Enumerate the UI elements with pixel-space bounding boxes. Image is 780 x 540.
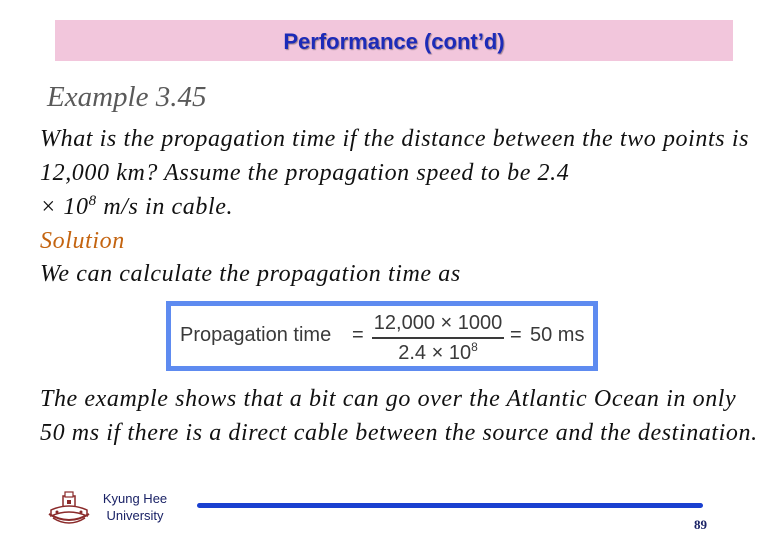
formula-equals: = [352, 324, 364, 346]
title-bar [55, 20, 733, 61]
footer-rule [197, 503, 703, 508]
formula-denominator-exponent: 8 [471, 340, 478, 354]
formula [171, 306, 593, 366]
solution-label: Solution [40, 228, 125, 254]
fraction-bar [372, 337, 504, 339]
question-unit-suffix: m/s in cable. [96, 194, 234, 220]
example-heading: Example 3.45 [47, 81, 207, 113]
question-exponent: 8 [88, 193, 97, 209]
question-unit-prefix: × 10 [40, 194, 89, 220]
conclusion-paragraph: The example shows that a bit can go over the Atlantic Ocean in only 50 ms if there is a direct cable between the source and the destination. [40, 386, 758, 446]
question-paragraph [40, 122, 760, 224]
formula-denominator [372, 342, 504, 365]
university-emblem-icon [47, 490, 91, 526]
formula-equals-2: = [510, 324, 522, 346]
formula-lhs: Propagation time [180, 324, 332, 346]
page-number: 89 [694, 517, 707, 532]
slide-title: Performance (cont’d) [283, 29, 505, 54]
formula-denominator-base: 2.4 × 10 [398, 342, 472, 364]
formula-numerator: 12,000 × 1000 [373, 312, 503, 334]
university-name: Kyung Hee University [102, 491, 168, 523]
question-text: What is the propagation time if the distance between the two points is 12,000 km? Assume the propagation speed to be 2.4 [40, 126, 750, 186]
formula-box [166, 301, 598, 371]
formula-result: 50 ms [530, 324, 585, 346]
solution-intro: We can calculate the propagation time as [40, 261, 461, 287]
